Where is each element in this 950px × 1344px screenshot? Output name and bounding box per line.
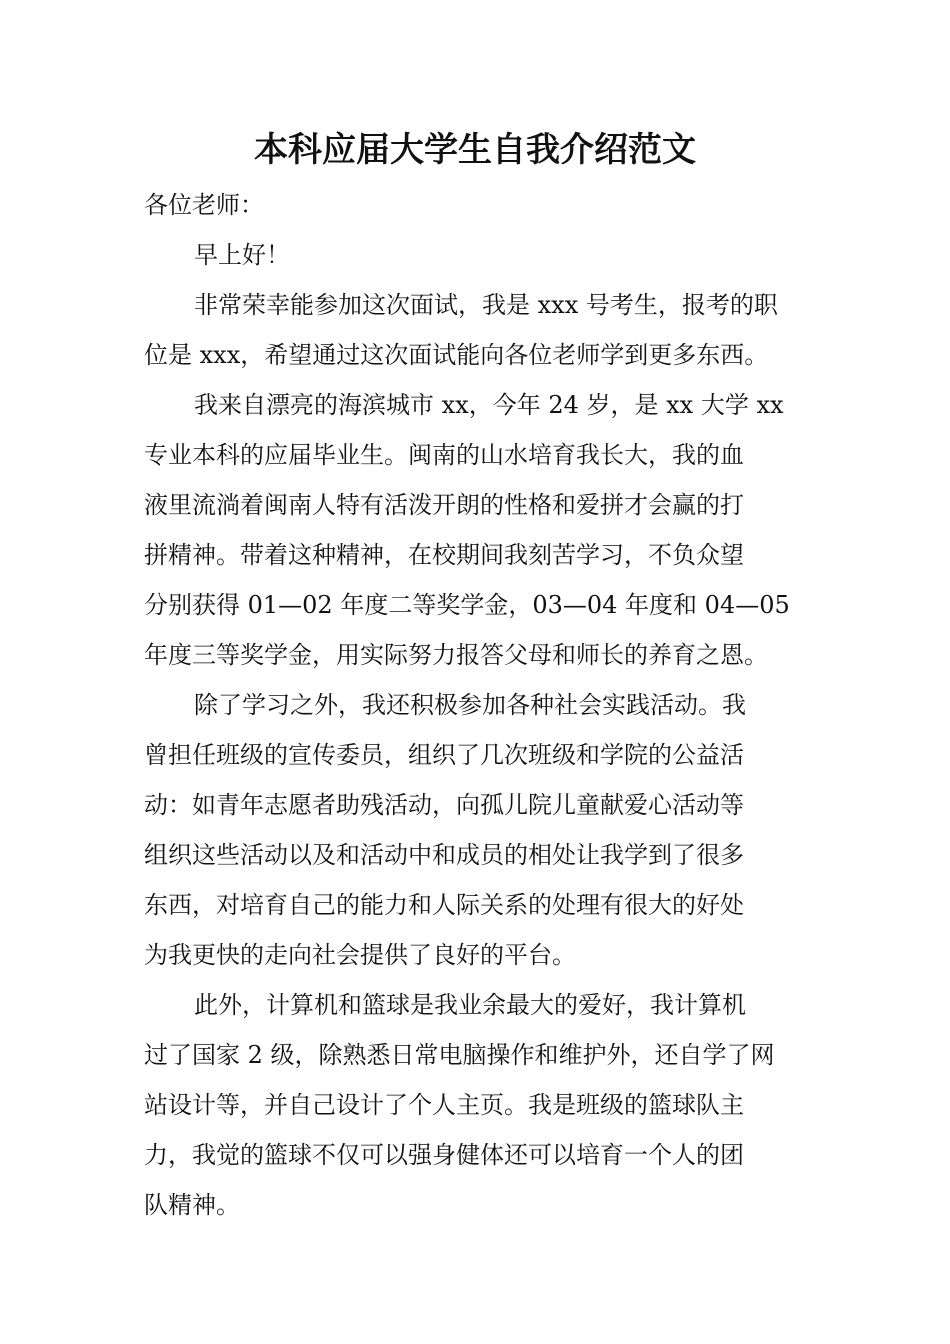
paragraph-3-line-5: 东西，对培育自己的能力和人际关系的处理有很大的好处 (144, 891, 744, 919)
paragraph-4-line-3: 站设计等，并自己设计了个人主页。我是班级的篮球队主 (144, 1091, 744, 1119)
paragraph-4-line-5: 队精神。 (144, 1191, 240, 1219)
paragraph-4-line-2: 过了国家 2 级，除熟悉日常电脑操作和维护外，还自学了网 (144, 1041, 775, 1069)
paragraph-2-line-4: 拼精神。带着这种精神，在校期间我刻苦学习，不负众望 (144, 541, 744, 569)
paragraph-3-line-3: 动：如青年志愿者助残活动，向孤儿院儿童献爱心活动等 (144, 791, 744, 819)
paragraph-3-line-4: 组织这些活动以及和活动中和成员的相处让我学到了很多 (144, 841, 744, 869)
paragraph-2-line-2: 专业本科的应届毕业生。闽南的山水培育我长大，我的血 (144, 441, 744, 469)
paragraph-4-line-4: 力，我觉的篮球不仅可以强身健体还可以培育一个人的团 (144, 1141, 744, 1169)
paragraph-3-line-1: 除了学习之外，我还积极参加各种社会实践活动。我 (194, 691, 746, 719)
salutation: 各位老师： (144, 191, 264, 219)
paragraph-2-line-6: 年度三等奖学金，用实际努力报答父母和师长的养育之恩。 (144, 641, 768, 669)
paragraph-2-line-3: 液里流淌着闽南人特有活泼开朗的性格和爱拼才会赢的打 (144, 491, 744, 519)
paragraph-1-line-1: 非常荣幸能参加这次面试，我是 xxx 号考生，报考的职 (194, 291, 778, 319)
document-title: 本科应届大学生自我介绍范文 (254, 130, 696, 170)
paragraph-3-line-2: 曾担任班级的宣传委员，组织了几次班级和学院的公益活 (144, 741, 744, 769)
paragraph-2-line-5: 分别获得 01—02 年度二等奖学金，03—04 年度和 04—05 (144, 591, 790, 619)
paragraph-1-line-2: 位是 xxx，希望通过这次面试能向各位老师学到更多东西。 (144, 341, 769, 369)
document-body (144, 180, 806, 1230)
paragraph-3-line-6: 为我更快的走向社会提供了良好的平台。 (144, 941, 576, 969)
paragraph-2-line-1: 我来自漂亮的海滨城市 xx，今年 24 岁，是 xx 大学 xx (194, 391, 784, 419)
greeting: 早上好！ (194, 241, 290, 269)
paragraph-4-line-1: 此外，计算机和篮球是我业余最大的爱好，我计算机 (194, 991, 746, 1019)
